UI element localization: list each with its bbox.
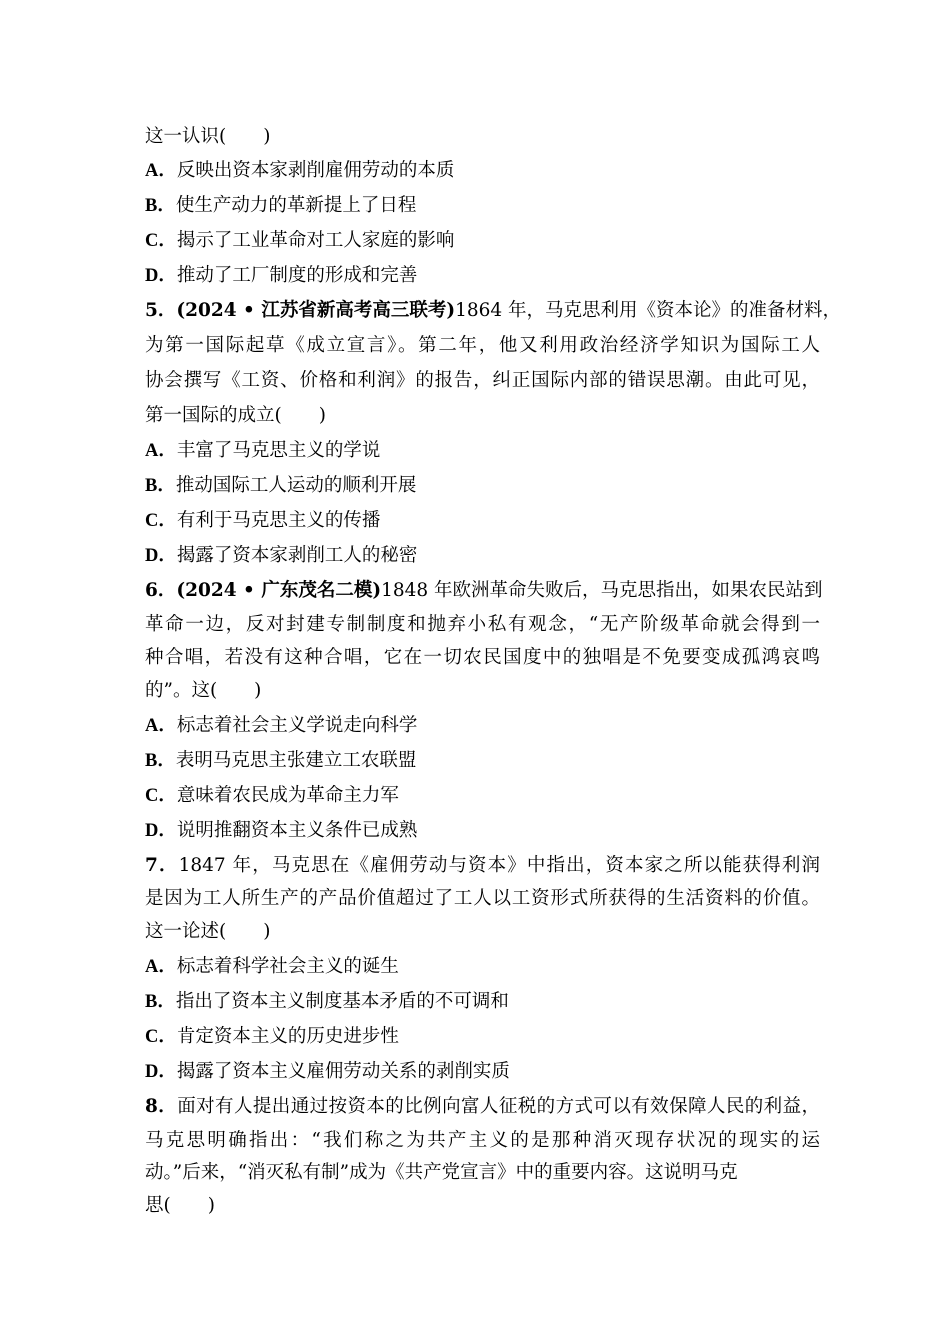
q5-option-b: B．推动国际工人运动的顺利开展 (145, 475, 417, 496)
q6-number: 6． (145, 580, 177, 601)
q8-number: 8． (145, 1096, 178, 1117)
q5-source: (2024 • 江苏省新高考高三联考) (176, 300, 456, 321)
q5-option-c: C．有利于马克思主义的传播 (145, 510, 381, 531)
q8-stem-line-3: 动。”后来，“消灭私有制”成为《共产党宣言》中的重要内容。这说明马克 (145, 1162, 738, 1183)
q4-stem-tail: 这一认识( ) (145, 126, 271, 147)
q8-stem-line-2: 马克思明确指出：“我们称之为共产主义的是那种消灭现存状况的现实的运 (145, 1130, 820, 1151)
q6-stem-line-3: 种合唱，若没有这种合唱，它在一切农民国度中的独唱是不免要变成孤鸿哀鸣 (145, 647, 820, 668)
q4-option-a: A．反映出资本家剥削雇佣劳动的本质 (145, 160, 455, 181)
q7-stem-line-1: 7．1847 年，马克思在《雇佣劳动与资本》中指出，资本家之所以能获得利润 (145, 855, 821, 876)
q6-option-d: D．说明推翻资本主义条件已成熟 (145, 820, 418, 841)
q5-stem-line-4: 第一国际的成立( ) (145, 405, 326, 426)
q4-option-b: B．使生产动力的革新提上了日程 (145, 195, 417, 216)
q4-option-d: D．推动了工厂制度的形成和完善 (145, 265, 418, 286)
q7-stem-line-2: 是因为工人所生产的产品价值超过了工人以工资形式所获得的生活资料的价值。 (145, 888, 820, 909)
q7-option-a: A．标志着科学社会主义的诞生 (145, 956, 399, 977)
q8-stem-line-4: 思( ) (145, 1195, 215, 1216)
q4-option-c: C．揭示了工业革命对工人家庭的影响 (145, 230, 455, 251)
q5-option-a: A．丰富了马克思主义的学说 (145, 440, 381, 461)
q7-stem-line-3: 这一论述( ) (145, 921, 271, 942)
q5-option-d: D．揭露了资本家剥削工人的秘密 (145, 545, 418, 566)
q6-option-b: B．表明马克思主张建立工农联盟 (145, 750, 417, 771)
q5-stem-line-2: 为第一国际起草《成立宣言》。第二年，他又利用政治经济学知识为国际工人 (145, 335, 820, 356)
q8-stem-line-1: 8．面对有人提出通过按资本的比例向富人征税的方式可以有效保障人民的利益， (145, 1096, 820, 1117)
q5-stem-line-1: 5．(2024 • 江苏省新高考高三联考)1864 年，马克思利用《资本论》的准备材料， (145, 300, 842, 321)
q7-option-d: D．揭露了资本主义雇佣劳动关系的剥削实质 (145, 1061, 510, 1082)
q5-stem-line-3: 协会撰写《工资、价格和利润》的报告，纠正国际内部的错误思潮。由此可见， (145, 370, 820, 391)
q7-option-c: C．肯定资本主义的历史进步性 (145, 1026, 399, 1047)
q6-stem-line-4: 的”。这( ) (145, 680, 262, 701)
q6-stem-line-1: 6．(2024 • 广东茂名二模)1848 年欧洲革命失败后，马克思指出，如果农民站到 (145, 580, 823, 601)
q6-source: (2024 • 广东茂名二模) (176, 580, 382, 601)
q7-number: 7． (145, 855, 179, 876)
q6-stem-line-2: 革命一边，反对封建专制制度和抛弃小私有观念，“无产阶级革命就会得到一 (145, 614, 820, 635)
q7-option-b: B．指出了资本主义制度基本矛盾的不可调和 (145, 991, 509, 1012)
q5-number: 5． (145, 300, 177, 321)
q6-option-c: C．意味着农民成为革命主力军 (145, 785, 399, 806)
q6-option-a: A．标志着社会主义学说走向科学 (145, 715, 418, 736)
